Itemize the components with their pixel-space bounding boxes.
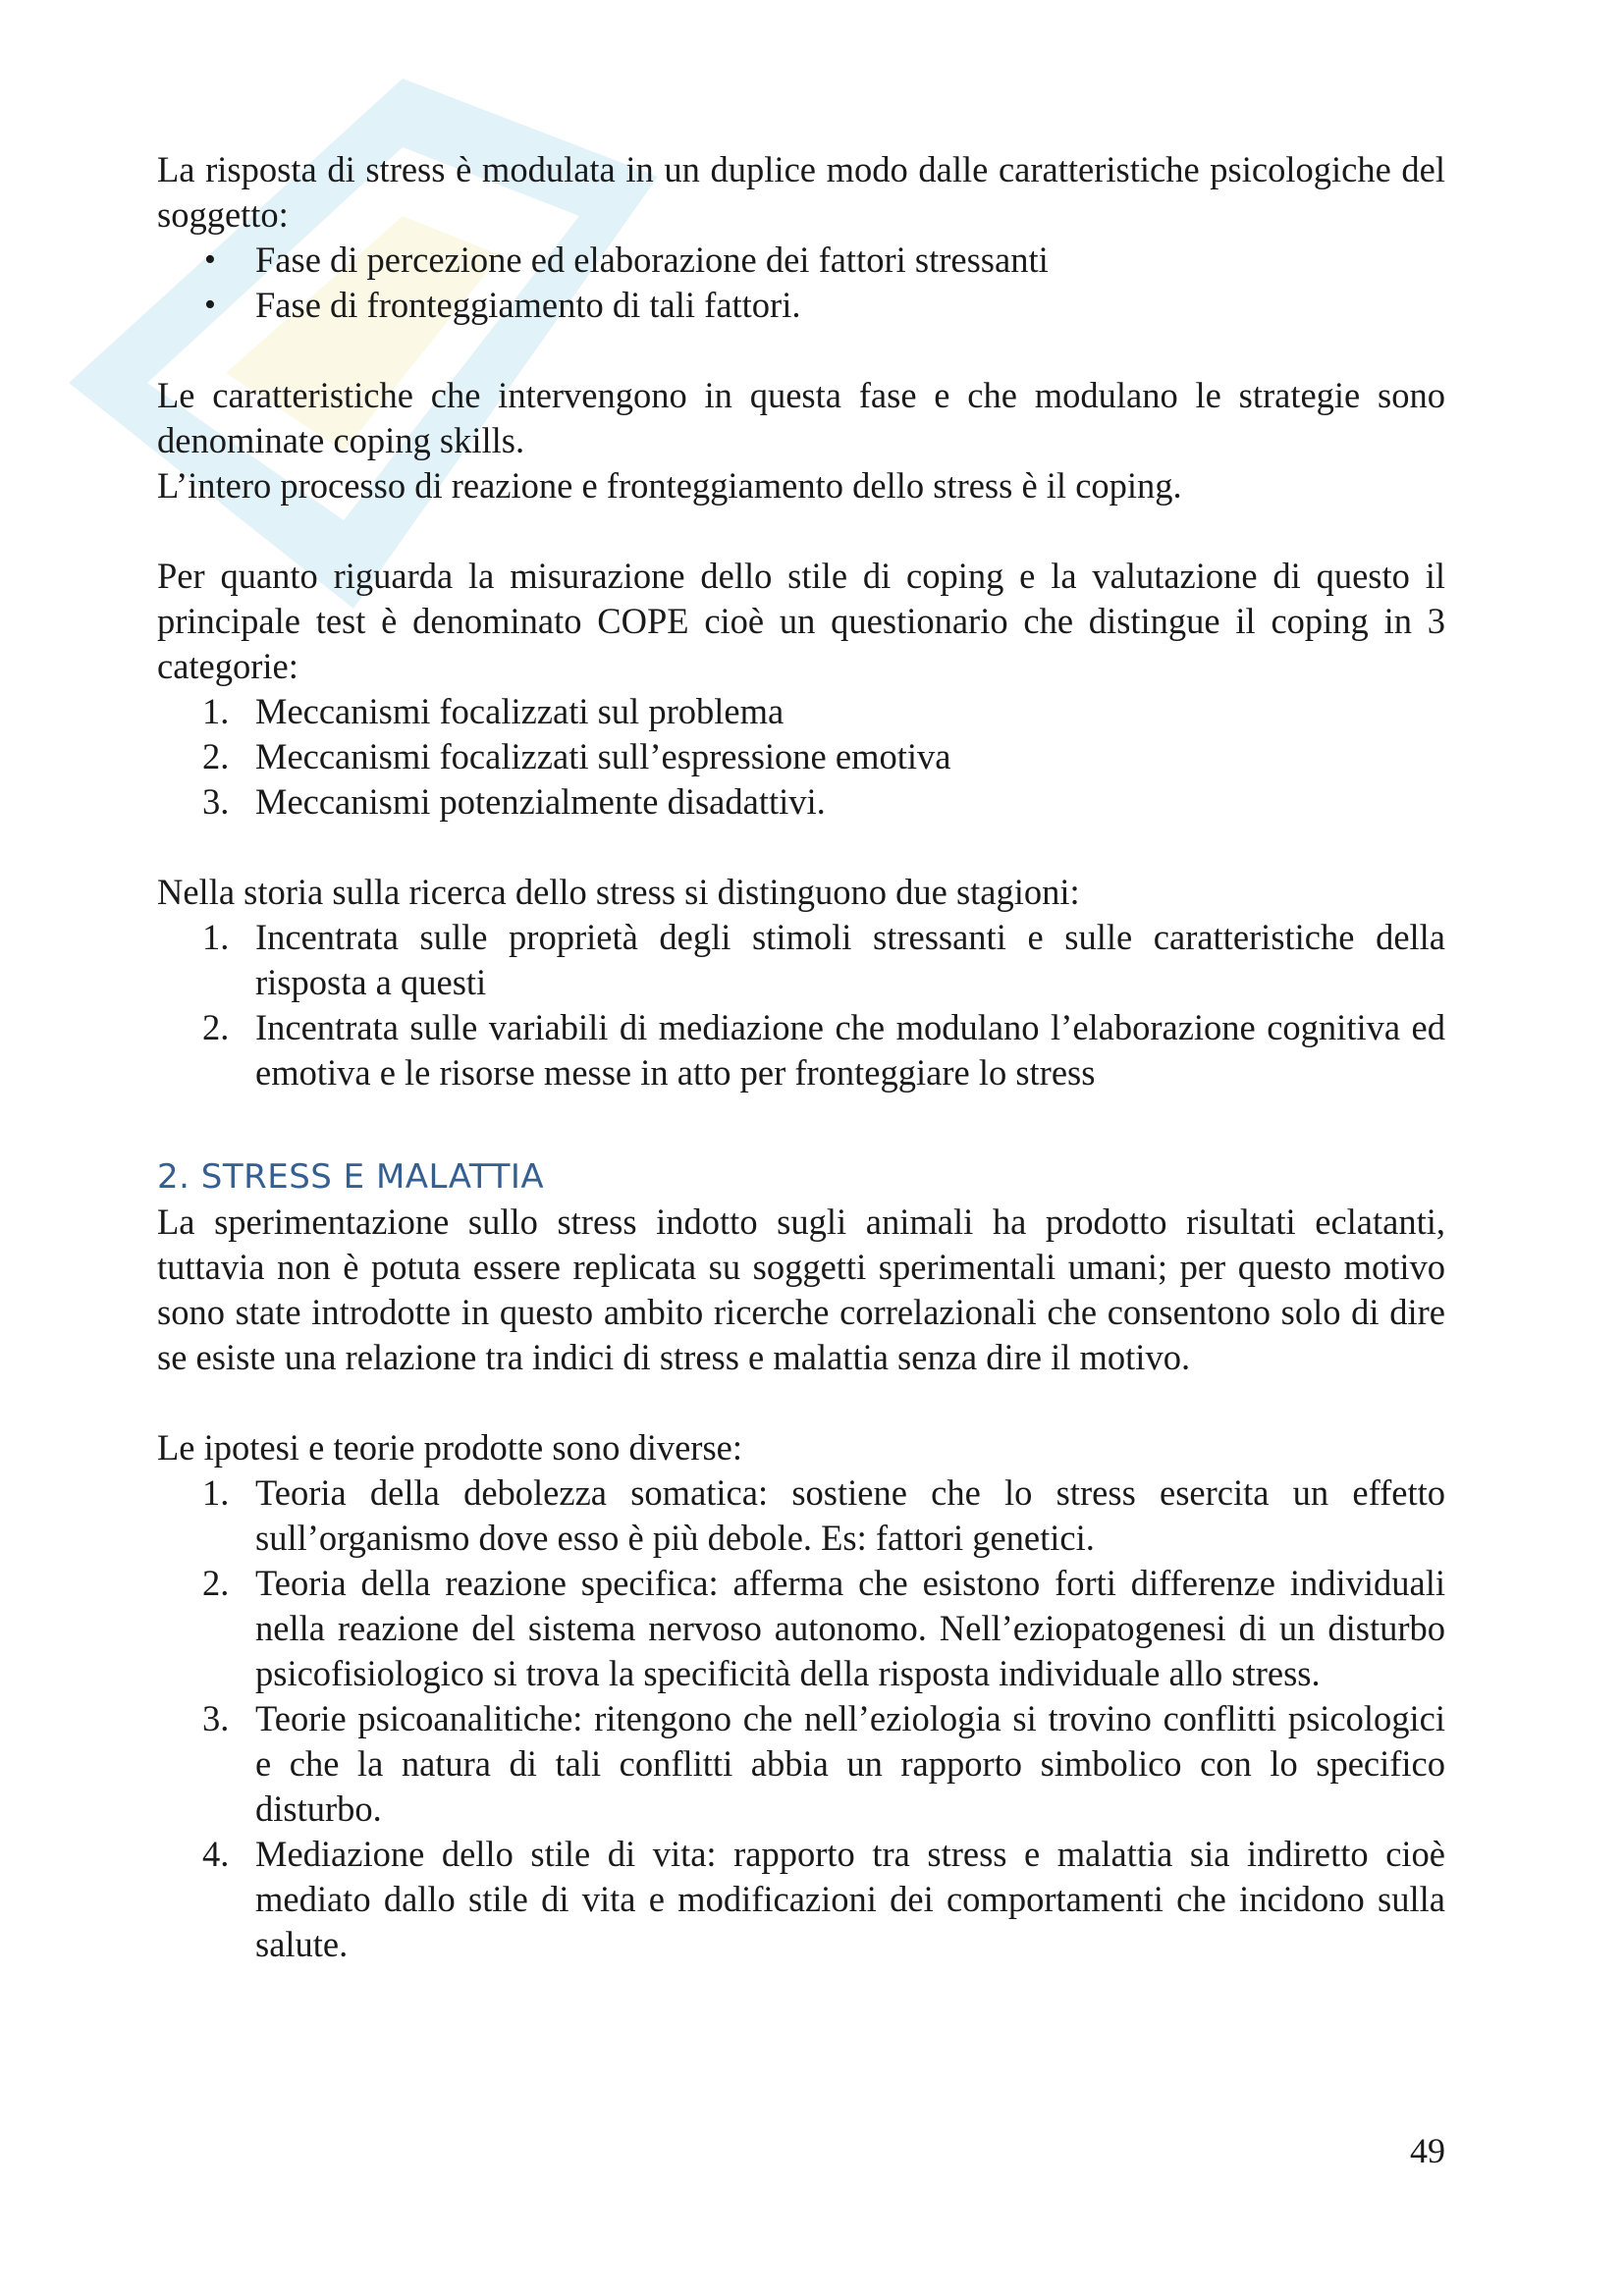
bullet-list-phases bbox=[157, 238, 1445, 328]
list-item-text: Meccanismi potenzialmente disadattivi. bbox=[255, 781, 826, 822]
document-page bbox=[157, 147, 1445, 1967]
list-number: 4. bbox=[202, 1834, 230, 1874]
list-item bbox=[157, 915, 1445, 1005]
list-item bbox=[157, 1470, 1445, 1561]
list-item bbox=[157, 1832, 1445, 1967]
list-item bbox=[157, 689, 1445, 734]
list-item-text: Teoria della debolezza somatica: sostiene che lo stress esercita un effetto sull’organismo dove esso è più debole. Es: fattori genetici. bbox=[255, 1472, 1445, 1558]
list-number: 2. bbox=[202, 1007, 230, 1047]
list-item bbox=[157, 734, 1445, 779]
numbered-list-cope-categories bbox=[157, 689, 1445, 825]
list-number: 3. bbox=[202, 1698, 230, 1738]
paragraph-animal-experiments: La sperimentazione sullo stress indotto sugli animali ha prodotto risultati eclatanti, tuttavia non è potuta essere replicata su soggetti sperimentali umani; per questo motivo sono state introdotte in questo ambito ricerche correlazionali che consentono solo di dire se esiste una relazione tra indici di stress e malattia senza dire il motivo. bbox=[157, 1201, 1445, 1377]
list-item bbox=[157, 1561, 1445, 1696]
list-number: 2. bbox=[202, 736, 230, 776]
list-item-text: Meccanismi focalizzati sul problema bbox=[255, 691, 785, 731]
list-item: • Fase di fronteggiamento di tali fattori. bbox=[157, 283, 1445, 328]
list-item bbox=[157, 1696, 1445, 1832]
paragraph-coping-skills: Le caratteristiche che intervengono in questa fase e che modulano le strategie sono denominate coping skills. bbox=[157, 375, 1445, 460]
list-item-text: Meccanismi focalizzati sull’espressione emotiva bbox=[255, 736, 951, 776]
paragraph-stress-response: La risposta di stress è modulata in un duplice modo dalle caratteristiche psicologiche del soggetto: bbox=[157, 149, 1445, 235]
list-item-text: Mediazione dello stile di vita: rapporto tra stress e malattia sia indiretto cioè mediato dallo stile di vita e modificazioni dei comportamenti che incidono sulla salute. bbox=[255, 1834, 1445, 1964]
paragraph-theories-intro: Le ipotesi e teorie prodotte sono diverse: bbox=[157, 1427, 742, 1468]
list-item-text: Teoria della reazione specifica: afferma che esistono forti differenze individuali nella reazione del sistema nervoso autonomo. Nell’eziopatogenesi di un disturbo psicofisiologico si trova la specificità della risposta individuale allo stress. bbox=[255, 1563, 1445, 1693]
list-item bbox=[157, 779, 1445, 825]
list-item-text: Incentrata sulle proprietà degli stimoli stressanti e sulle caratteristiche della risposta a questi bbox=[255, 917, 1445, 1002]
list-item: • Fase di percezione ed elaborazione dei fattori stressanti bbox=[157, 238, 1445, 283]
paragraph-research-history: Nella storia sulla ricerca dello stress si distinguono due stagioni: bbox=[157, 872, 1080, 912]
list-item bbox=[157, 1005, 1445, 1095]
list-number: 2. bbox=[202, 1563, 230, 1603]
list-item-text: Incentrata sulle variabili di mediazione che modulano l’elaborazione cognitiva ed emotiva e le risorse messe in atto per fronteggiare lo stress bbox=[255, 1007, 1445, 1093]
list-number: 3. bbox=[202, 781, 230, 822]
section-heading: 2. STRESS E MALATTIA bbox=[157, 1157, 545, 1197]
list-number: 1. bbox=[202, 1472, 230, 1513]
paragraph-coping-definition: L’intero processo di reazione e fronteggiamento dello stress è il coping. bbox=[157, 465, 1182, 506]
list-number: 1. bbox=[202, 917, 230, 957]
page-number: 49 bbox=[1410, 2131, 1445, 2170]
list-item-text: Teorie psicoanalitiche: ritengono che nell’eziologia si trovino conflitti psicologici e che la natura di tali conflitti abbia un rapporto simbolico con lo specifico disturbo. bbox=[255, 1698, 1445, 1829]
numbered-list-research-seasons bbox=[157, 915, 1445, 1095]
numbered-list-theories bbox=[157, 1470, 1445, 1967]
paragraph-cope-test: Per quanto riguarda la misurazione dello stile di coping e la valutazione di questo il principale test è denominato COPE cioè un questionario che distingue il coping in 3 categorie: bbox=[157, 556, 1445, 686]
list-number: 1. bbox=[202, 691, 230, 731]
